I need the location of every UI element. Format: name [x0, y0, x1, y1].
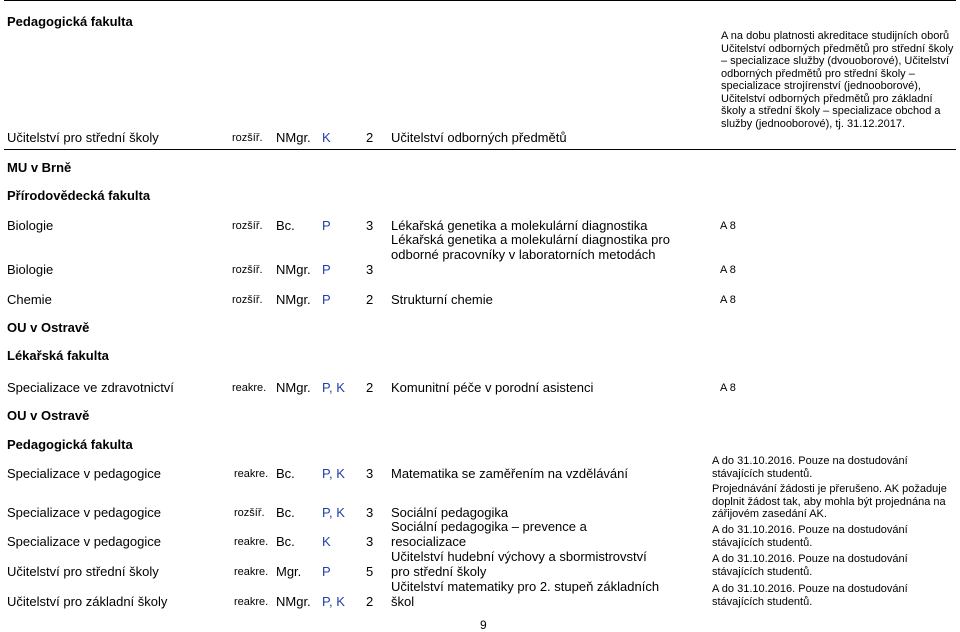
- faculty-heading: Lékařská fakulta: [7, 348, 109, 363]
- note-cell: Projednávání žádosti je přerušeno. AK požaduje doplnit žádost tak, aby mohla být projednána na zářijovém zasedání AK.: [712, 483, 947, 520]
- program-cell: Učitelství hudební výchovy a sbormistrovství pro střední školy: [391, 549, 647, 579]
- type-cell: rozšíř.: [232, 220, 263, 232]
- program-cell: Sociální pedagogika – prevence a resocializace: [391, 519, 587, 549]
- university-heading: OU v Ostravě: [7, 408, 90, 423]
- type-cell: reakre.: [234, 596, 269, 608]
- field-cell: Specializace v pedagogice: [7, 534, 161, 549]
- type-cell: reakre.: [234, 468, 269, 480]
- degree-cell: Mgr.: [276, 564, 302, 579]
- note-cell: A do 31.10.2016. Pouze na dostudování stávajících studentů.: [712, 455, 908, 480]
- degree-cell: NMgr.: [276, 594, 311, 609]
- row-divider: [4, 149, 956, 150]
- years-cell: 2: [366, 292, 374, 307]
- form-cell: P, K: [322, 380, 345, 395]
- form-cell: P, K: [322, 505, 345, 520]
- program-cell: Lékařská genetika a molekulární diagnostika pro odborné pracovníky v laboratorních metodách: [391, 232, 670, 262]
- field-cell: Specializace ve zdravotnictví: [7, 380, 174, 395]
- degree-cell: NMgr.: [276, 130, 311, 145]
- form-cell: P: [322, 262, 331, 277]
- program-cell: Strukturní chemie: [391, 292, 493, 307]
- program-cell: Matematika se zaměřením na vzdělávání: [391, 466, 628, 481]
- form-cell: K: [322, 130, 331, 145]
- type-cell: rozšíř.: [232, 294, 263, 306]
- field-cell: Specializace v pedagogice: [7, 505, 161, 520]
- program-cell: Komunitní péče v porodní asistenci: [391, 380, 594, 395]
- form-cell: P, K: [322, 594, 345, 609]
- field-cell: Biologie: [7, 262, 54, 277]
- years-cell: 3: [366, 466, 374, 481]
- university-heading: OU v Ostravě: [7, 320, 90, 335]
- type-cell: reakre.: [234, 566, 269, 578]
- program-cell: Lékařská genetika a molekulární diagnostika: [391, 218, 648, 233]
- note-cell: A na dobu platnosti akreditace studijních oborů Učitelství odborných předmětů pro střední školy – specializace služby (dvouoborové), Učitelství odborných předmětů pro střední školy – specializace strojírenství (jednooborové), Učitelství odborných předmětů pro základní školy a střední školy – specializace obchod a služby (jednooborové), tj. 31.12.2017.: [721, 30, 954, 130]
- degree-cell: Bc.: [276, 466, 295, 481]
- note-cell: A do 31.10.2016. Pouze na dostudování stávajících studentů.: [712, 524, 908, 549]
- result-cell: A 8: [720, 294, 736, 306]
- degree-cell: NMgr.: [276, 292, 311, 307]
- form-cell: P: [322, 564, 331, 579]
- form-cell: K: [322, 534, 331, 549]
- form-cell: P: [322, 218, 331, 233]
- result-cell: A 8: [720, 382, 736, 394]
- program-cell: Sociální pedagogika: [391, 505, 509, 520]
- page-number: 9: [480, 618, 487, 632]
- years-cell: 3: [366, 262, 374, 277]
- degree-cell: Bc.: [276, 505, 295, 520]
- years-cell: 2: [366, 380, 374, 395]
- degree-cell: NMgr.: [276, 262, 311, 277]
- degree-cell: Bc.: [276, 534, 295, 549]
- form-cell: P, K: [322, 466, 345, 481]
- degree-cell: NMgr.: [276, 380, 311, 395]
- result-cell: A 8: [720, 220, 736, 232]
- field-cell: Specializace v pedagogice: [7, 466, 161, 481]
- years-cell: 3: [366, 534, 374, 549]
- type-cell: reakre.: [232, 382, 267, 394]
- type-cell: rozšíř.: [232, 264, 263, 276]
- type-cell: rozšíř.: [234, 507, 265, 519]
- university-heading: MU v Brně: [7, 160, 72, 175]
- table-border: [4, 0, 956, 1]
- program-cell: Učitelství odborných předmětů: [391, 130, 567, 145]
- years-cell: 2: [366, 594, 374, 609]
- field-cell: Biologie: [7, 218, 54, 233]
- form-cell: P: [322, 292, 331, 307]
- field-cell: Učitelství pro střední školy: [7, 564, 159, 579]
- program-cell: Učitelství matematiky pro 2. stupeň základních škol: [391, 579, 660, 609]
- faculty-heading: Přírodovědecká fakulta: [7, 188, 151, 203]
- faculty-heading: Pedagogická fakulta: [7, 437, 133, 452]
- degree-cell: Bc.: [276, 218, 295, 233]
- field-cell: Učitelství pro střední školy: [7, 130, 159, 145]
- field-cell: Chemie: [7, 292, 52, 307]
- note-cell: A do 31.10.2016. Pouze na dostudování stávajících studentů.: [712, 583, 908, 608]
- years-cell: 3: [366, 218, 374, 233]
- field-cell: Učitelství pro základní školy: [7, 594, 168, 609]
- type-cell: reakre.: [234, 536, 269, 548]
- years-cell: 2: [366, 130, 374, 145]
- faculty-heading: Pedagogická fakulta: [7, 14, 133, 29]
- years-cell: 5: [366, 564, 374, 579]
- years-cell: 3: [366, 505, 374, 520]
- result-cell: A 8: [720, 264, 736, 276]
- note-cell: A do 31.10.2016. Pouze na dostudování stávajících studentů.: [712, 553, 908, 578]
- type-cell: rozšíř.: [232, 132, 263, 144]
